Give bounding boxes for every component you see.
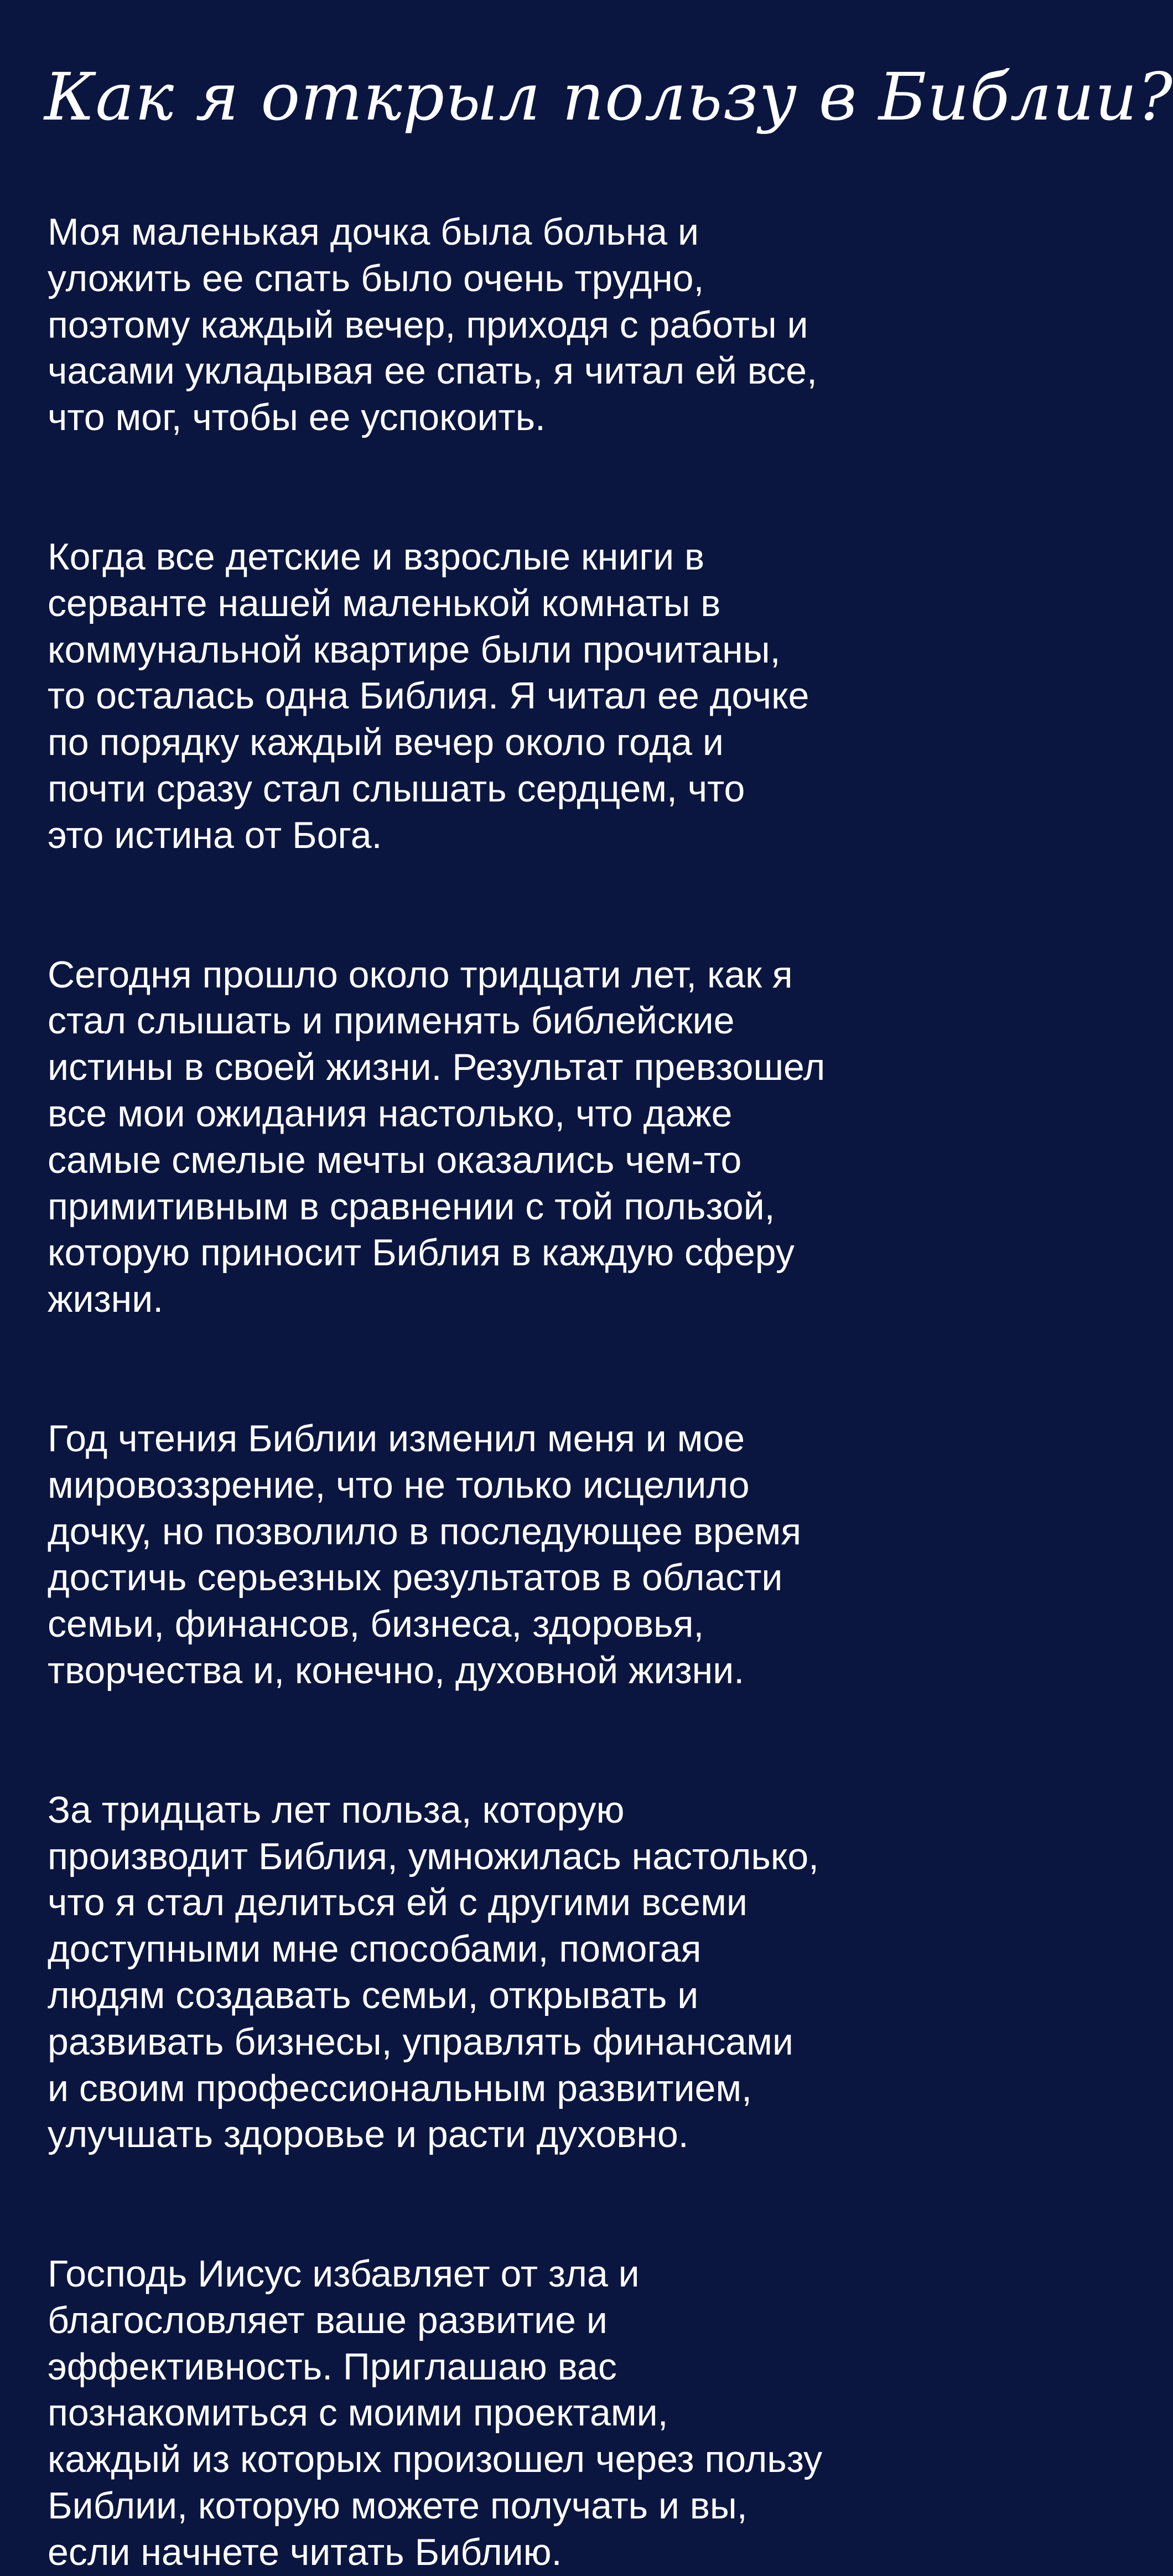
paragraph-5: За тридцать лет польза, которую производит Библия, умножилась настолько, что я стал делиться ей с другими всеми доступными мне способами, помогая людям создавать семьи, открывать и развивать бизнесы, управлять финансами и своим профессиональным развитием, улучшать здоровье и расти духовно.: [48, 1788, 819, 2156]
paragraph-3: Сегодня прошло около тридцати лет, как я стал слышать и применять библейские истины в своей жизни. Результат превзошел все мои ожидания настолько, что даже самые смелые мечты оказались чем-то примитивным в сравнении с той пользой, которую приносит Библия в каждую сферу жизни.: [48, 953, 826, 1321]
page-title: Как я открыл пользу в Библии?: [44, 59, 1173, 135]
paragraph-4: Год чтения Библии изменил меня и мое мировоззрение, что не только исцелило дочку, но позволило в последующее время достичь серьезных результатов в области семьи, финансов, бизнеса, здоровья, творчества и, конечно, духовной жизни.: [48, 1417, 802, 1692]
paragraph-6: Господь Иисус избавляет от зла и благословляет ваше развитие и эффективность. Приглашаю вас познакомиться с моими проектами, каждый из которых произошел через пользу Библии, которую можете получать и вы, если начнете читать Библию.: [48, 2253, 823, 2573]
paragraph-1: Моя маленькая дочка была больна и уложить ее спать было очень трудно, поэтому каждый вечер, приходя с работы и часами укладывая ее спать, я читал ей все, что мог, чтобы ее успокоить.: [48, 211, 817, 439]
article-body: [48, 209, 933, 2576]
paragraph-2: Когда все детские и взрослые книги в серванте нашей маленькой комнаты в коммунальной квартире были прочитаны, то осталась одна Библия. Я читал ее дочке по порядку каждый вечер около года и почти сразу стал слышать сердцем, что это истина от Бога.: [48, 535, 809, 856]
